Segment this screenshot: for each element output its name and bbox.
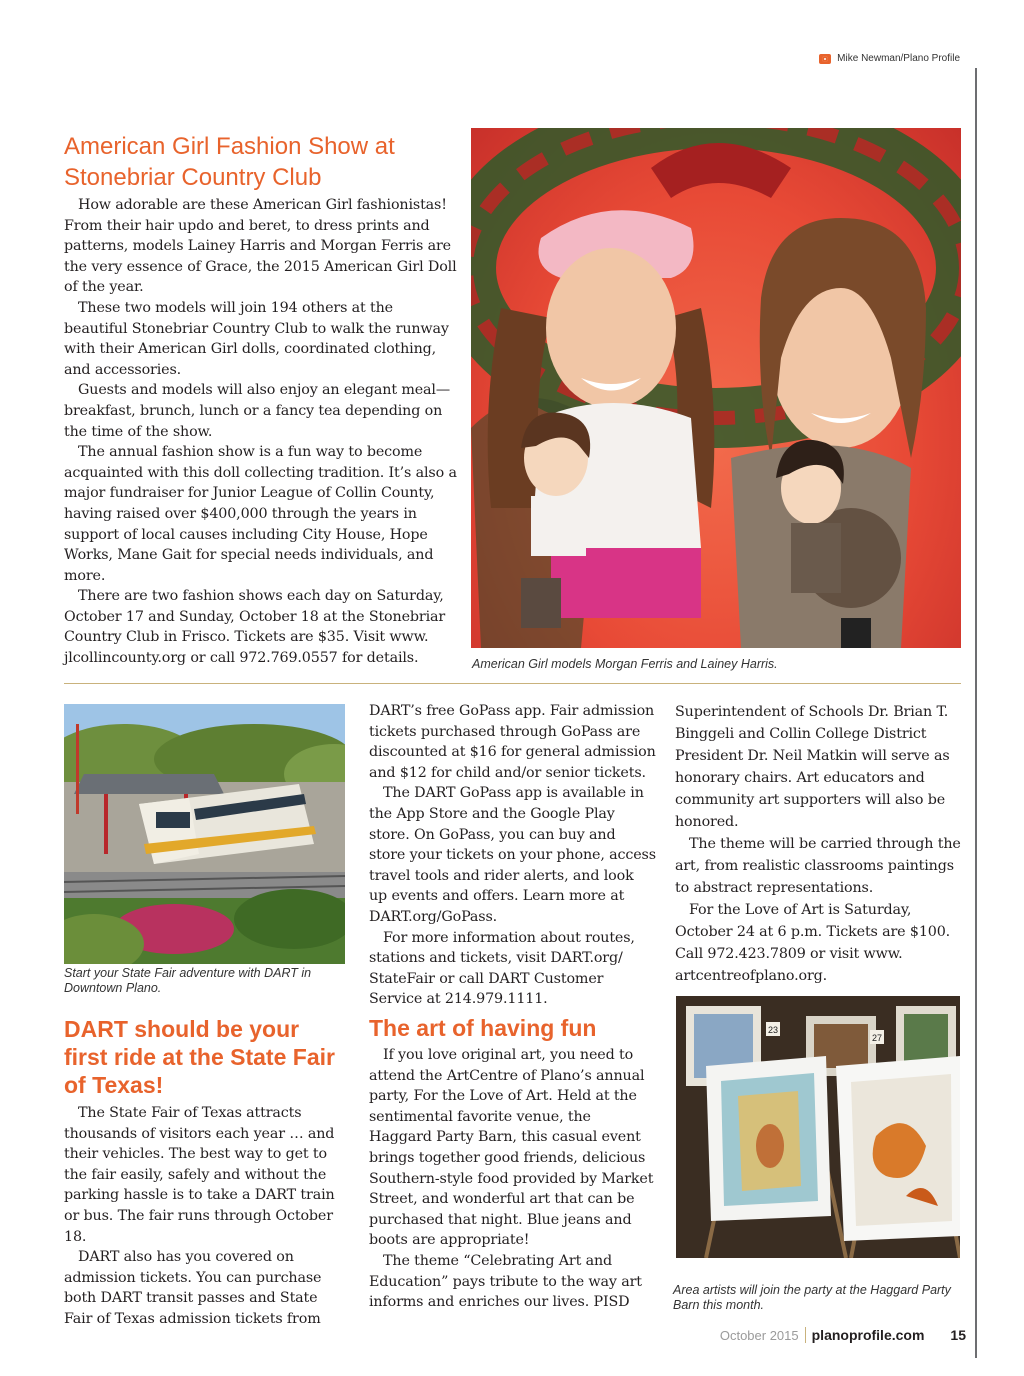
page-number: 15 [950,1327,966,1343]
art-body-continued [675,701,965,987]
dart-photo-caption: Start your State Fair adventure with DART in Downtown Plano. [64,966,312,995]
paragraph: The theme “Celebrating Art and Education” pays tribute to the way art informs and enriches our lives. PISD [369,1252,642,1311]
paragraph: The DART GoPass app is available in the App Store and the Google Play store. On GoPass, you can buy and store your tickets on your phone, access travel tools and rider alerts, and look up events and offers. Learn more at DART.org/GoPass. [369,785,656,925]
art-headline: The art of having fun [369,1015,597,1041]
paragraph: The State Fair of Texas attracts thousands of visitors each year … and their vehicles. The best way to get to the fair easily, safely and without the parking hassle is to take a DART train or bus. The fair runs through October 18. [64,1105,335,1245]
paragraph: These two models will join 194 others at the beautiful Stonebriar Country Club to walk the runway with their American Girl dolls, coordinated clothing, and accessories. [64,299,449,378]
paragraph: How adorable are these American Girl fashionistas! From their hair updo and beret, to dress prints and patterns, models Lainey Harris and Morgan Ferris are the very essence of Grace, the 2015 American Girl Doll of the year. [64,197,457,296]
footer-divider [805,1327,806,1343]
camera-icon [819,54,831,64]
photo-credit [819,53,960,64]
paragraph: The annual fashion show is a fun way to become acquainted with this doll collecting tradition. It’s also a major fundraiser for Junior League of Collin County, having raised over $400,000 through the years in support of local causes including City House, Hope Works, Mane Gait for special needs individuals, and more. [64,444,457,584]
paragraph: There are two fashion shows each day on Saturday, October 17 and Sunday, October 18 at the Stonebriar Country Club in Frisco. Tickets are $35. Visit www. jlcollincounty.org or call 972.769.0557 for details. [64,588,446,667]
art-show-photo [676,996,960,1258]
american-girl-photo-illustration [471,128,961,648]
website-link[interactable]: planoprofile.com [811,1327,925,1343]
paragraph: DART’s free GoPass app. Fair admission tickets purchased through GoPass are discounted at $16 for general admission and $12 for child and/or senior tickets. [369,703,656,781]
art-body [369,1045,656,1313]
dart-body [64,1103,349,1330]
dart-body-continued [369,701,656,1010]
art-show-illustration [676,996,960,1258]
american-girl-headline: American Girl Fashion Show at Stonebriar Country Club [64,133,395,191]
easel-label-27: 27 [872,1033,883,1043]
photo-credit-text: Mike Newman/Plano Profile [837,53,960,64]
paragraph: If you love original art, you need to attend the ArtCentre of Plano’s annual party, For the Love of Art. Held at the sentimental favorite venue, the Haggard Party Barn, this casual event brings together good friends, delicious Southern-style food provided by Market Street, and wonderful art that can be purchased that night. Blue jeans and boots are appropriate! [369,1047,654,1249]
paragraph: For more information about routes, stations and tickets, visit DART.org/ StateFair or call DART Customer Service at 214.979.1111. [369,929,635,1008]
american-girl-caption: American Girl models Morgan Ferris and Lainey Harris. [472,657,778,671]
issue-date: October 2015 [719,1327,799,1343]
dart-headline: DART should be your first ride at the State Fair of Texas! [64,1016,335,1098]
art-photo-caption: Area artists will join the party at the Haggard Party Barn this month. [673,1283,951,1312]
easel-label-23: 23 [768,1025,779,1035]
dart-train-photo [64,704,345,964]
paragraph: Superintendent of Schools Dr. Brian T. Binggeli and Collin College District President Dr. Neil Matkin will serve as honorary chairs. Art educators and community art supporters will also be honored. [675,704,950,830]
american-girl-body [64,195,459,669]
paragraph: The theme will be carried through the art, from realistic classrooms paintings to abstract representations. [675,836,961,896]
dart-train-illustration [64,704,345,964]
paragraph: Guests and models will also enjoy an elegant meal— breakfast, brunch, lunch or a fancy tea depending on the time of the show. [64,382,450,440]
paragraph: DART also has you covered on admission tickets. You can purchase both DART transit passes and State Fair of Texas admission tickets from [64,1249,322,1327]
paragraph: For the Love of Art is Saturday, October 24 at 6 p.m. Tickets are $100. Call 972.423.7809 or visit www. artcentreofplano.org. [675,902,951,984]
right-margin-rule [975,68,977,1358]
section-divider [64,683,961,684]
american-girl-models-photo [471,128,961,648]
page-footer [720,1327,966,1343]
